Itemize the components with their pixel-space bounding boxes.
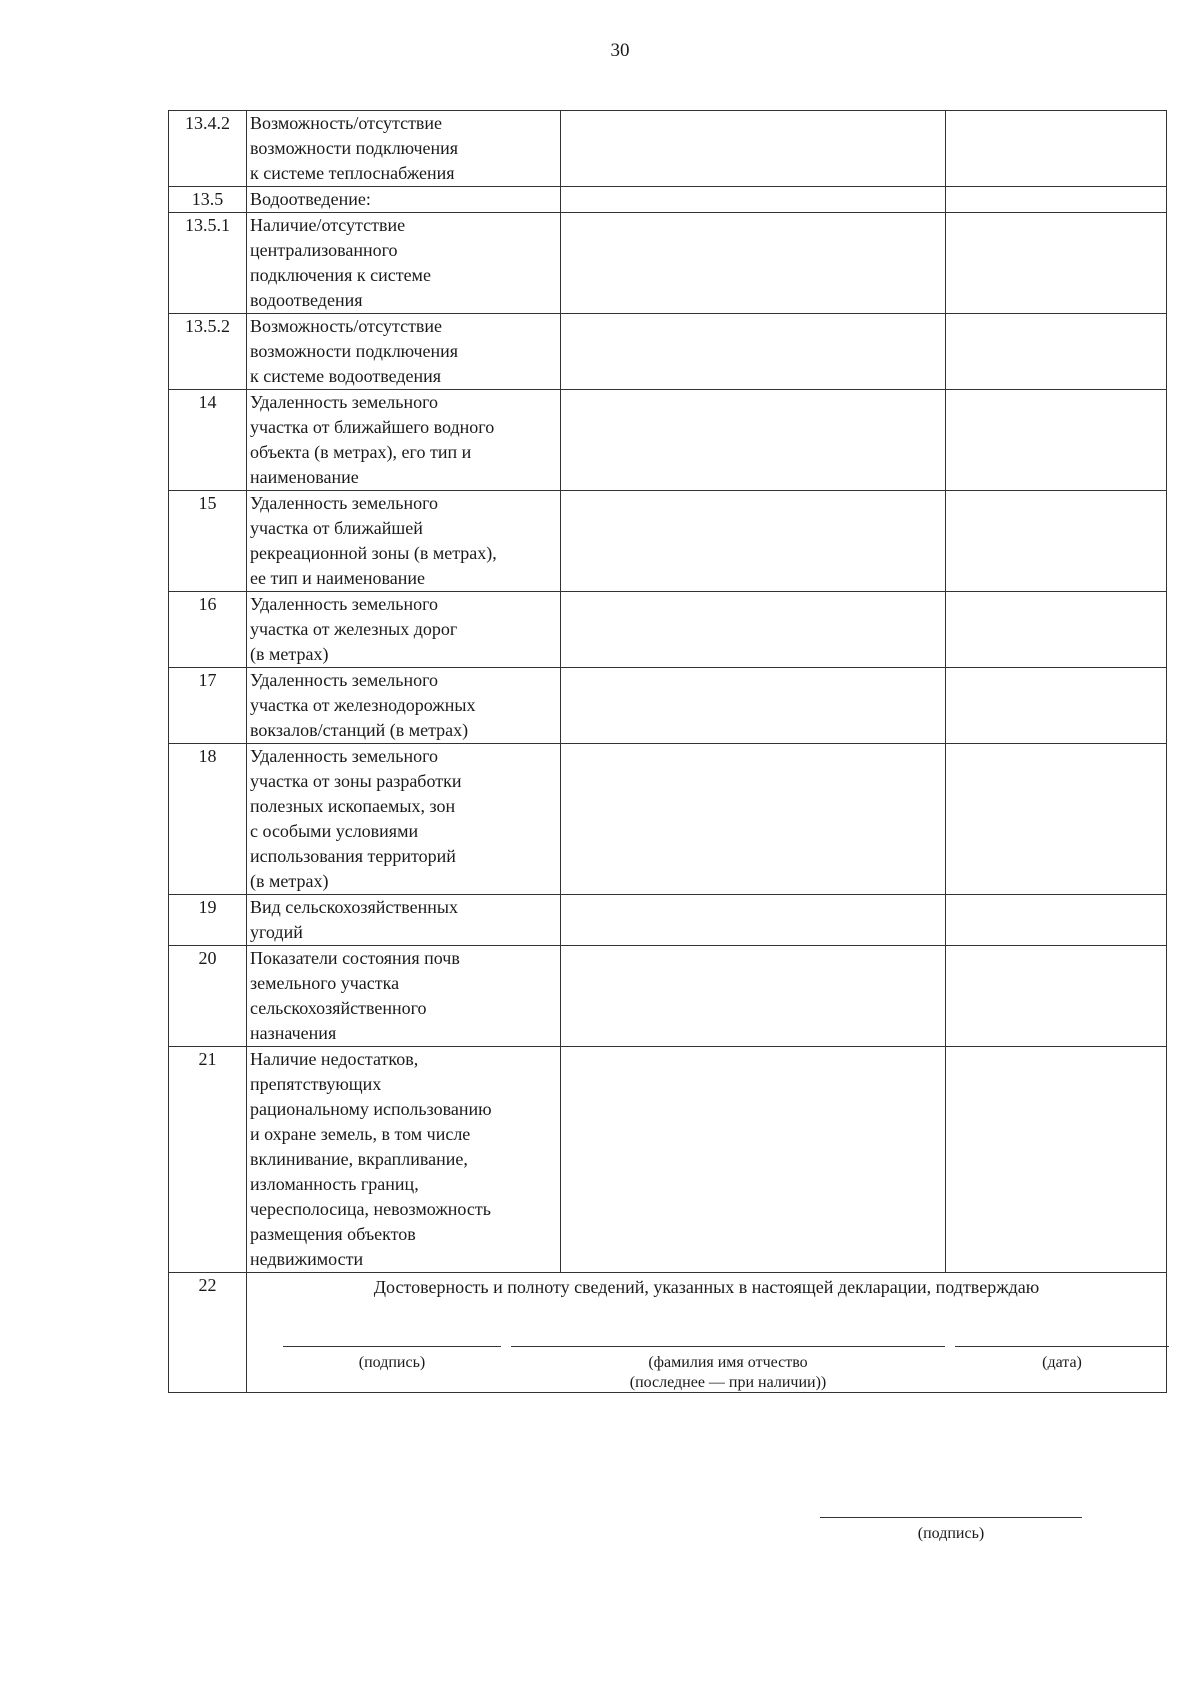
date-caption: (дата) [1042, 1354, 1082, 1371]
row-note-cell[interactable] [946, 946, 1167, 1047]
row-label-line: участка от железнодорожных [250, 695, 476, 715]
full-name-caption [511, 1353, 945, 1393]
row-label-line: участка от ближайшей [250, 518, 423, 538]
row-label-line: Наличие/отсутствие [250, 215, 406, 235]
row-label-line: к системе водоотведения [250, 366, 442, 386]
table-row [169, 111, 1167, 187]
row-label-line: Удаленность земельного [250, 493, 439, 513]
row-label-line: изломанность границ, [250, 1174, 419, 1194]
page-number: 30 [610, 40, 630, 61]
declaration-table-body [169, 111, 1167, 1273]
declaration-table [168, 110, 1167, 1393]
row-number: 16 [169, 592, 247, 668]
table-row [169, 390, 1167, 491]
row-label-line: угодий [250, 922, 303, 942]
full-name-caption-line1: (фамилия имя отчество [648, 1354, 808, 1371]
row-note-cell[interactable] [946, 592, 1167, 668]
row-label-line: (в метрах) [250, 644, 329, 664]
row-label-line: Удаленность земельного [250, 746, 439, 766]
row-label-line: Возможность/отсутствие [250, 113, 443, 133]
row-value-cell[interactable] [561, 592, 946, 668]
row-value-cell[interactable] [561, 668, 946, 744]
row-label-line: полезных ископаемых, зон [250, 796, 456, 816]
row-label-line: Наличие недостатков, [250, 1049, 419, 1069]
row-value-cell[interactable] [561, 744, 946, 895]
row-number: 20 [169, 946, 247, 1047]
row-label [247, 491, 561, 592]
row-label [247, 895, 561, 946]
table-row [169, 744, 1167, 895]
row-number: 13.5 [169, 187, 247, 213]
row-number: 13.5.2 [169, 314, 247, 390]
row-number: 22 [169, 1273, 247, 1393]
row-label-line: рациональному использованию [250, 1099, 492, 1119]
confirmation-text: Достоверность и полноту сведений, указанных в настоящей декларации, подтверждаю [373, 1277, 1040, 1297]
row-label [247, 213, 561, 314]
row-number: 19 [169, 895, 247, 946]
row-number: 13.5.1 [169, 213, 247, 314]
row-label [247, 390, 561, 491]
row-label-line: недвижимости [250, 1249, 364, 1269]
row-label-line: возможности подключения [250, 138, 459, 158]
row-label-line: участка от зоны разработки [250, 771, 462, 791]
full-name-caption-line2: (последнее — при наличии)) [629, 1374, 827, 1391]
row-label-line: водоотведения [250, 290, 363, 310]
footer-signature-line[interactable] [820, 1517, 1082, 1518]
row-label [247, 668, 561, 744]
row-label [247, 592, 561, 668]
row-value-cell[interactable] [561, 314, 946, 390]
row-label-line: и охране земель, в том числе [250, 1124, 471, 1144]
row-label [247, 946, 561, 1047]
signature-caption: (подпись) [358, 1354, 426, 1371]
row-label-line: рекреационной зоны (в метрах), [250, 543, 497, 563]
row-label-line: Вид сельскохозяйственных [250, 897, 458, 917]
row-label-line: ее тип и наименование [250, 568, 426, 588]
row-label [247, 744, 561, 895]
row-value-cell[interactable] [561, 895, 946, 946]
row-number: 13.4.2 [169, 111, 247, 187]
row-number: 17 [169, 668, 247, 744]
row-label-line: Удаленность земельного [250, 594, 439, 614]
table-row [169, 1047, 1167, 1273]
confirmation-cell [247, 1273, 1167, 1393]
row-note-cell[interactable] [946, 314, 1167, 390]
row-note-cell[interactable] [946, 111, 1167, 187]
row-value-cell[interactable] [561, 187, 946, 213]
row-value-cell[interactable] [561, 491, 946, 592]
row-label [247, 187, 561, 213]
row-note-cell[interactable] [946, 187, 1167, 213]
row-note-cell[interactable] [946, 390, 1167, 491]
row-number: 14 [169, 390, 247, 491]
row-value-cell[interactable] [561, 111, 946, 187]
footer-signature-caption: (подпись) [917, 1525, 985, 1542]
row-note-cell[interactable] [946, 491, 1167, 592]
row-label-line: вокзалов/станций (в метрах) [250, 720, 469, 740]
row-label-line: Удаленность земельного [250, 392, 439, 412]
table-row [169, 187, 1167, 213]
row-label [247, 111, 561, 187]
signature-line[interactable] [283, 1346, 501, 1347]
row-value-cell[interactable] [561, 390, 946, 491]
table-row [169, 314, 1167, 390]
row-label-line: вклинивание, вкрапливание, [250, 1149, 468, 1169]
table-row [169, 668, 1167, 744]
row-label-line: участка от ближайшего водного [250, 417, 495, 437]
table-row [169, 491, 1167, 592]
row-label-line: Удаленность земельного [250, 670, 439, 690]
table-row-confirmation [169, 1273, 1167, 1393]
row-label-line: использования территорий [250, 846, 456, 866]
row-note-cell[interactable] [946, 1047, 1167, 1273]
row-note-cell[interactable] [946, 213, 1167, 314]
row-number: 21 [169, 1047, 247, 1273]
row-label-line: участка от железных дорог [250, 619, 458, 639]
row-note-cell[interactable] [946, 895, 1167, 946]
row-label-line: централизованного [250, 240, 398, 260]
table-row [169, 213, 1167, 314]
row-label-line: сельскохозяйственного [250, 998, 427, 1018]
full-name-line[interactable] [511, 1346, 945, 1347]
row-label [247, 1047, 561, 1273]
row-label-line: назначения [250, 1023, 337, 1043]
row-label-line: (в метрах) [250, 871, 329, 891]
row-label-line: возможности подключения [250, 341, 459, 361]
row-label-line: к системе теплоснабжения [250, 163, 455, 183]
table-row [169, 592, 1167, 668]
row-label-line: с особыми условиями [250, 821, 419, 841]
table-row [169, 946, 1167, 1047]
row-note-cell[interactable] [946, 744, 1167, 895]
row-label-line: Возможность/отсутствие [250, 316, 443, 336]
row-label-line: Водоотведение: [250, 189, 371, 209]
row-number: 18 [169, 744, 247, 895]
row-value-cell[interactable] [561, 213, 946, 314]
row-label-line: размещения объектов [250, 1224, 416, 1244]
row-label-line: подключения к системе [250, 265, 431, 285]
table-row [169, 895, 1167, 946]
row-label-line: наименование [250, 467, 359, 487]
row-value-cell[interactable] [561, 946, 946, 1047]
row-label-line: препятствующих [250, 1074, 382, 1094]
row-label [247, 314, 561, 390]
row-label-line: Показатели состояния почв [250, 948, 460, 968]
row-note-cell[interactable] [946, 668, 1167, 744]
date-line[interactable] [955, 1346, 1169, 1347]
row-number: 15 [169, 491, 247, 592]
row-label-line: объекта (в метрах), его тип и [250, 442, 472, 462]
row-label-line: чересполосица, невозможность [250, 1199, 491, 1219]
row-value-cell[interactable] [561, 1047, 946, 1273]
row-label-line: земельного участка [250, 973, 400, 993]
